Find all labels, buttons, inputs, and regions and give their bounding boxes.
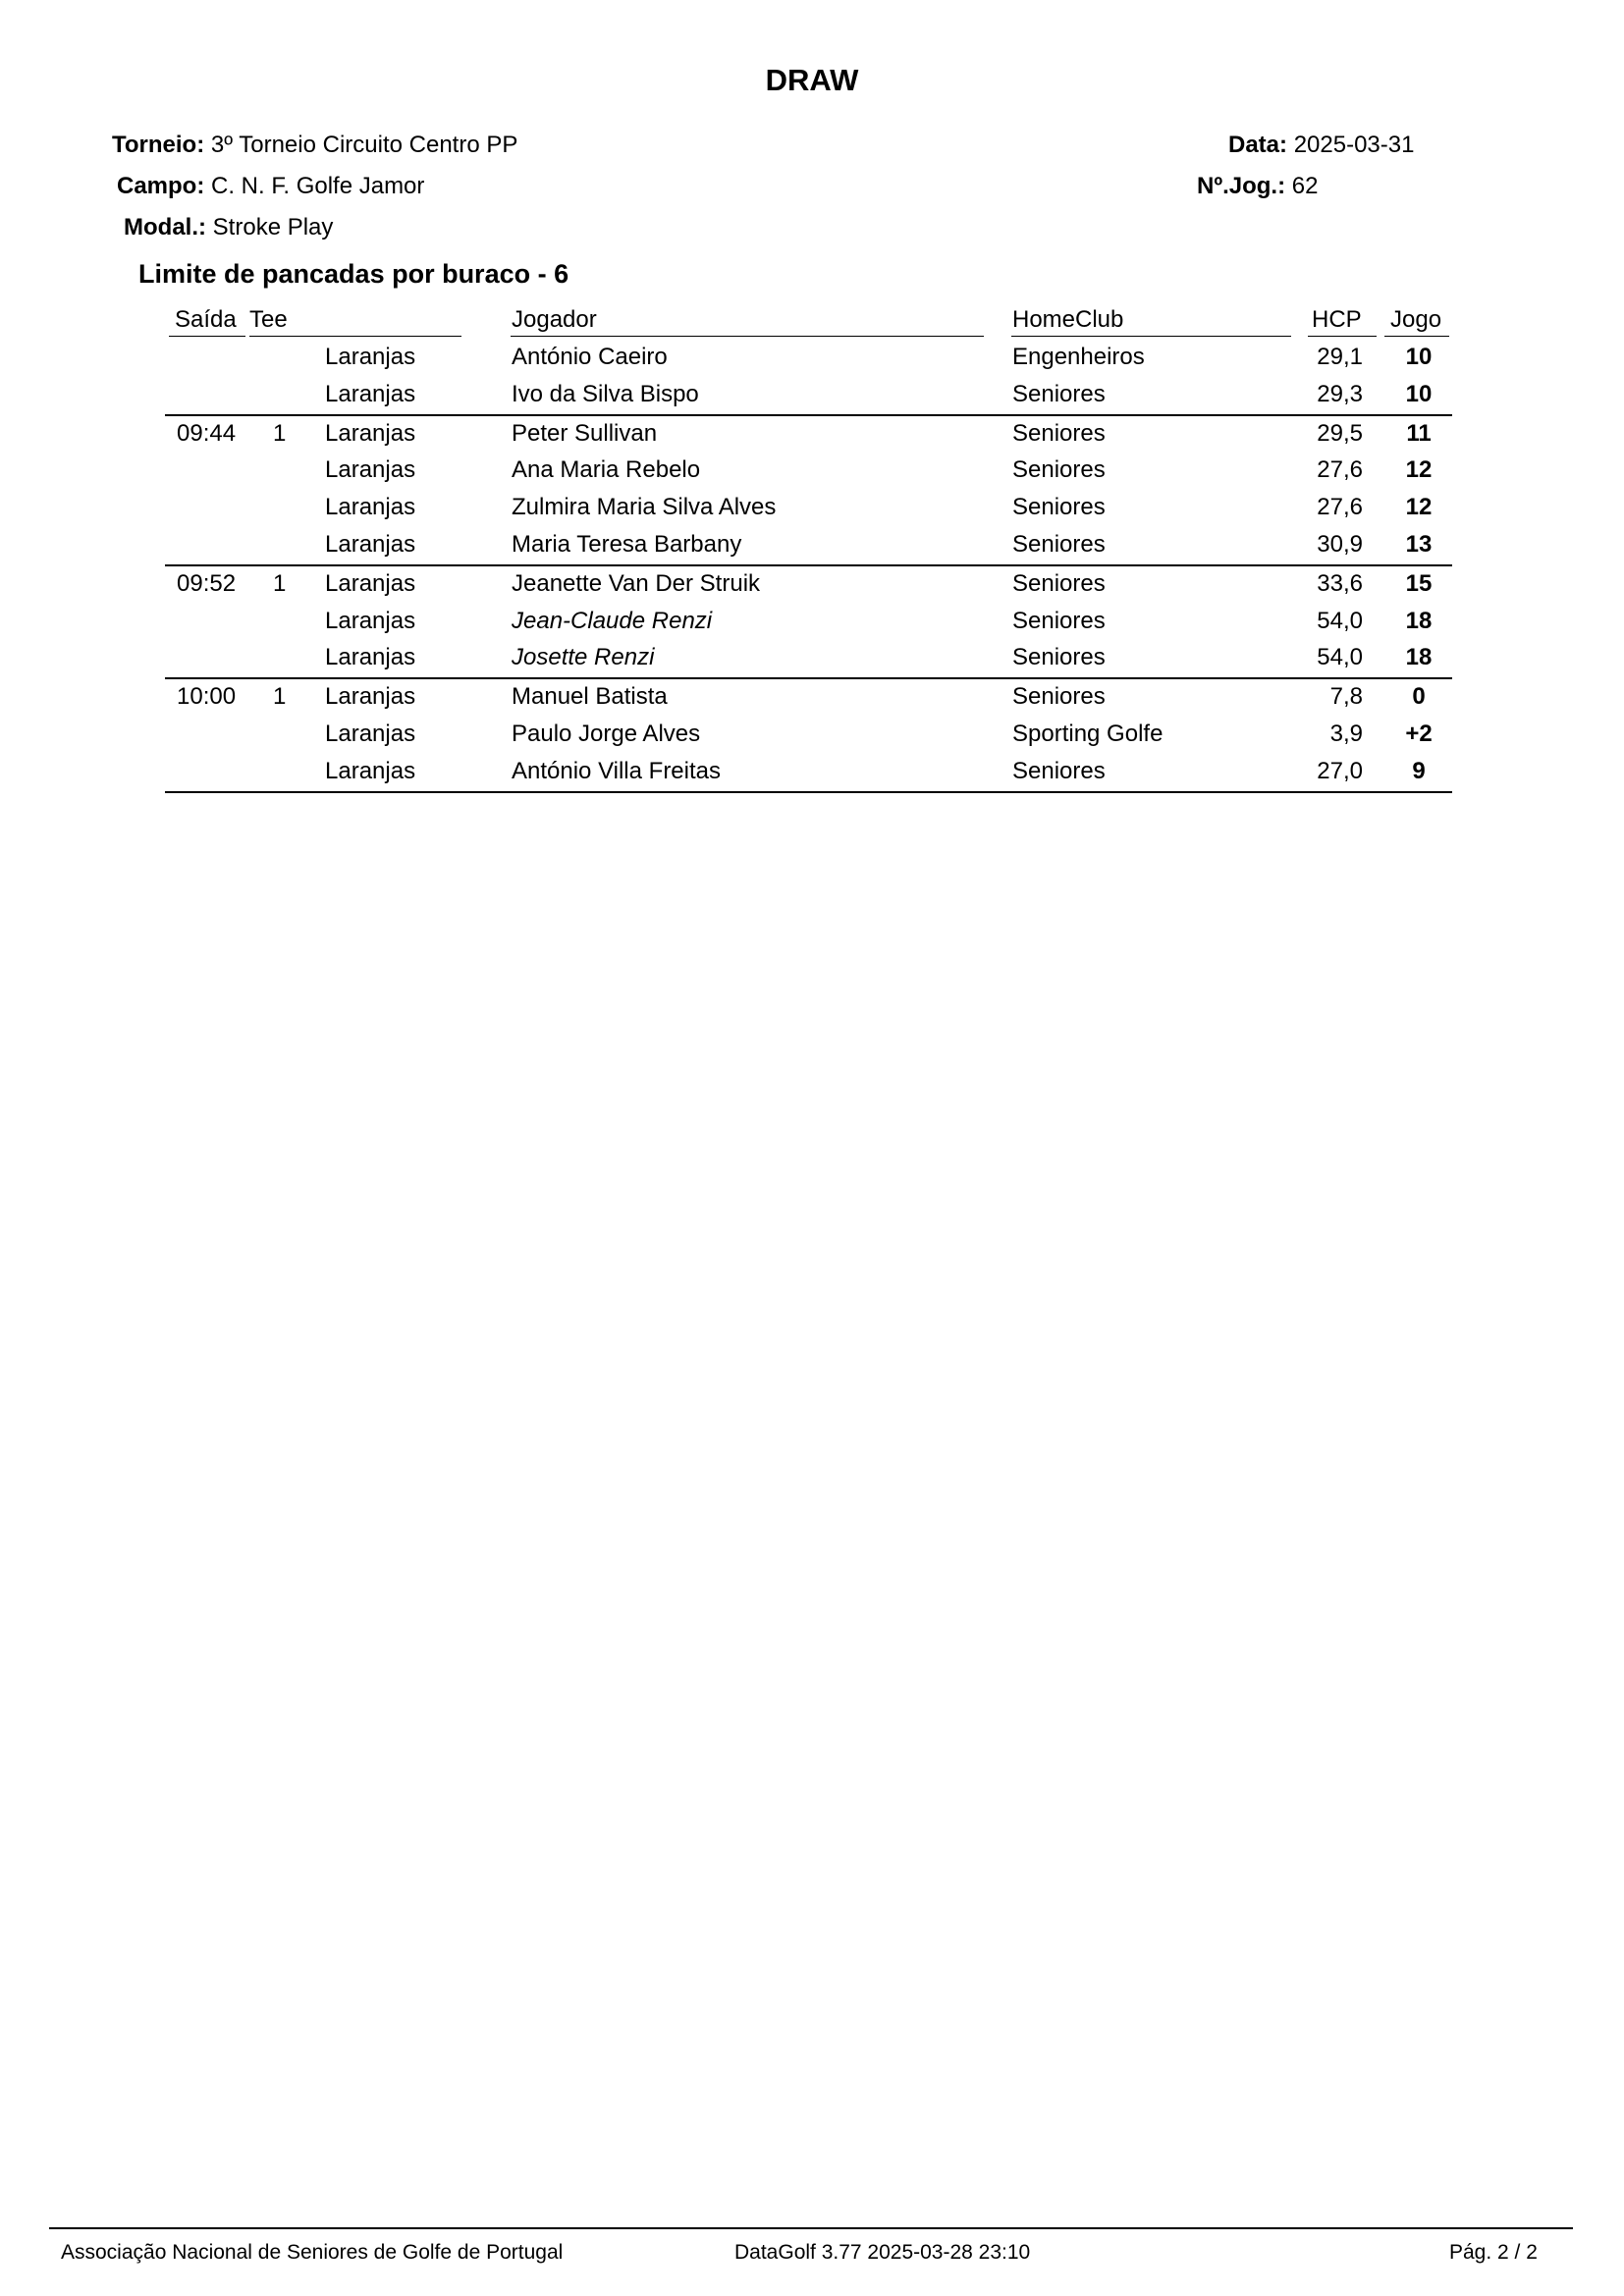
player-name: Paulo Jorge Alves xyxy=(512,720,701,747)
handicap: 29,1 xyxy=(1317,344,1363,370)
modal-value: Stroke Play xyxy=(212,214,334,240)
header-underline-hcp xyxy=(1308,336,1377,337)
handicap: 33,6 xyxy=(1317,569,1363,597)
tee-number: 1 xyxy=(273,419,287,447)
course-name: Laranjas xyxy=(325,344,416,370)
course-name: Laranjas xyxy=(325,683,416,711)
playing-handicap: 18 xyxy=(1405,607,1433,634)
torneio-label: Torneio: xyxy=(112,132,205,158)
header-jogador: Jogador xyxy=(512,306,597,333)
home-club: Seniores xyxy=(1012,456,1106,484)
header-underline-homeclub xyxy=(1011,336,1291,337)
header-jogo: Jogo xyxy=(1390,306,1442,333)
njog-label: Nº.Jog.: xyxy=(1197,173,1286,199)
playing-handicap: +2 xyxy=(1405,720,1433,747)
playing-handicap: 10 xyxy=(1405,380,1433,407)
course-name: Laranjas xyxy=(325,607,416,634)
handicap: 30,9 xyxy=(1317,530,1363,558)
footer-divider xyxy=(49,2227,1573,2229)
footer-software-timestamp: DataGolf 3.77 2025-03-28 23:10 xyxy=(734,2241,1031,2264)
course-name: Laranjas xyxy=(325,494,416,521)
course-name: Laranjas xyxy=(325,380,416,407)
stroke-limit-heading: Limite de pancadas por buraco - 6 xyxy=(138,259,569,289)
playing-handicap: 18 xyxy=(1405,644,1433,671)
header-tee: Tee xyxy=(249,306,288,333)
home-club: Seniores xyxy=(1012,530,1106,558)
home-club: Seniores xyxy=(1012,607,1106,634)
header-underline-saida xyxy=(169,336,245,337)
tee-number: 1 xyxy=(273,569,287,597)
playing-handicap: 9 xyxy=(1412,757,1426,784)
home-club: Seniores xyxy=(1012,419,1106,447)
course-name: Laranjas xyxy=(325,569,416,597)
player-name: Josette Renzi xyxy=(512,644,655,671)
player-name: António Caeiro xyxy=(512,344,668,370)
campo-value: C. N. F. Golfe Jamor xyxy=(211,173,425,199)
home-club: Seniores xyxy=(1012,380,1106,407)
table-row xyxy=(165,754,1452,793)
home-club: Seniores xyxy=(1012,683,1106,711)
start-time: 10:00 xyxy=(177,683,237,711)
table-row xyxy=(165,527,1452,566)
player-name: Zulmira Maria Silva Alves xyxy=(512,494,777,521)
table-row xyxy=(0,604,1624,641)
home-club: Seniores xyxy=(1012,569,1106,597)
course-name: Laranjas xyxy=(325,530,416,558)
home-club: Sporting Golfe xyxy=(1012,720,1164,747)
home-club: Seniores xyxy=(1012,494,1106,521)
tee-number: 1 xyxy=(273,683,287,711)
home-club: Seniores xyxy=(1012,757,1106,784)
header-saida: Saída xyxy=(175,306,237,333)
handicap: 54,0 xyxy=(1317,607,1363,634)
player-name: Ana Maria Rebelo xyxy=(512,456,701,484)
course-name: Laranjas xyxy=(325,720,416,747)
player-name: Jean-Claude Renzi xyxy=(512,607,713,634)
footer-organization: Associação Nacional de Seniores de Golfe de Portugal xyxy=(61,2241,564,2264)
table-row xyxy=(0,416,1624,454)
player-name: António Villa Freitas xyxy=(512,757,721,784)
table-row xyxy=(0,340,1624,377)
handicap: 27,0 xyxy=(1317,757,1363,784)
data-value: 2025-03-31 xyxy=(1293,132,1415,158)
page-title: DRAW xyxy=(765,63,859,97)
playing-handicap: 13 xyxy=(1405,530,1433,558)
torneio-value: 3º Torneio Circuito Centro PP xyxy=(210,132,518,158)
table-row xyxy=(165,377,1452,416)
player-name: Maria Teresa Barbany xyxy=(512,530,742,558)
home-club: Seniores xyxy=(1012,644,1106,671)
table-row xyxy=(165,640,1452,679)
draw-table xyxy=(0,340,1624,793)
njog-value: 62 xyxy=(1291,173,1319,199)
player-name: Ivo da Silva Bispo xyxy=(512,380,699,407)
handicap: 3,9 xyxy=(1329,720,1363,747)
handicap: 27,6 xyxy=(1317,494,1363,521)
start-time: 09:44 xyxy=(177,419,237,447)
handicap: 54,0 xyxy=(1317,644,1363,671)
handicap: 7,8 xyxy=(1329,683,1363,711)
playing-handicap: 11 xyxy=(1406,419,1432,447)
header-underline-tee xyxy=(249,336,461,337)
course-name: Laranjas xyxy=(325,757,416,784)
header-hcp: HCP xyxy=(1312,306,1362,333)
start-time: 09:52 xyxy=(177,569,237,597)
handicap: 29,5 xyxy=(1317,419,1363,447)
playing-handicap: 10 xyxy=(1405,344,1433,370)
njog-field xyxy=(1197,173,1318,200)
playing-handicap: 15 xyxy=(1405,569,1433,597)
home-club: Engenheiros xyxy=(1012,344,1145,370)
header-underline-jogador xyxy=(511,336,984,337)
data-label: Data: xyxy=(1228,132,1288,158)
table-row xyxy=(0,490,1624,527)
playing-handicap: 0 xyxy=(1412,683,1426,711)
modal-label: Modal.: xyxy=(124,214,206,240)
handicap: 27,6 xyxy=(1317,456,1363,484)
playing-handicap: 12 xyxy=(1405,494,1433,521)
handicap: 29,3 xyxy=(1317,380,1363,407)
table-row xyxy=(0,717,1624,754)
modal-field xyxy=(124,214,333,241)
campo-field xyxy=(117,173,424,200)
course-name: Laranjas xyxy=(325,644,416,671)
campo-label: Campo: xyxy=(117,173,205,199)
course-name: Laranjas xyxy=(325,419,416,447)
torneio-field xyxy=(112,132,517,159)
player-name: Peter Sullivan xyxy=(512,419,658,447)
footer-page-number: Pág. 2 / 2 xyxy=(1449,2241,1538,2264)
table-row xyxy=(0,566,1624,604)
player-name: Jeanette Van Der Struik xyxy=(512,569,761,597)
header-underline-jogo xyxy=(1384,336,1449,337)
table-row xyxy=(0,453,1624,490)
course-name: Laranjas xyxy=(325,456,416,484)
playing-handicap: 12 xyxy=(1405,456,1433,484)
player-name: Manuel Batista xyxy=(512,683,668,711)
data-field xyxy=(1228,132,1414,159)
header-homeclub: HomeClub xyxy=(1012,306,1124,333)
table-row xyxy=(0,679,1624,717)
